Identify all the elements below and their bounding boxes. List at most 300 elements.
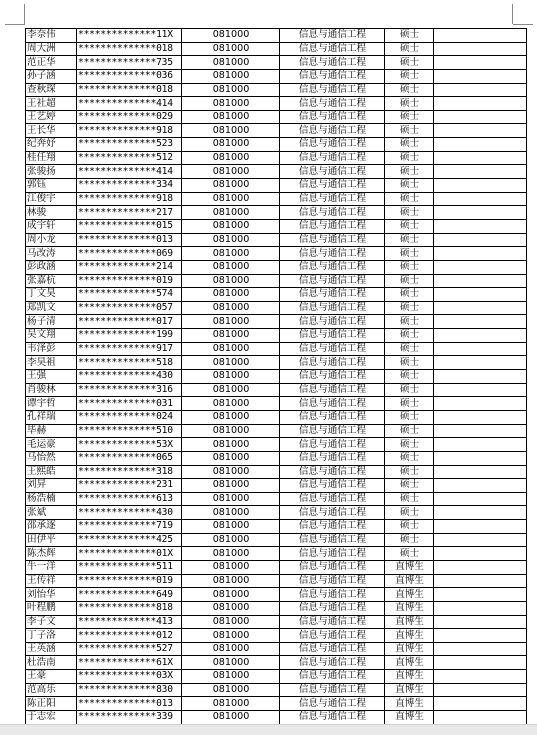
remarks-cell: [434, 506, 527, 520]
degree-type-cell: 直博生: [385, 711, 434, 725]
student-name-cell: 范高乐: [26, 683, 77, 697]
remarks-cell: [434, 383, 527, 397]
table-row: [26, 288, 527, 302]
major-code-cell: 081000: [182, 574, 280, 588]
degree-type-cell: 硕士: [385, 69, 434, 83]
table-row: [26, 711, 527, 725]
degree-type-cell: 硕士: [385, 97, 434, 111]
major-name-cell: 信息与通信工程: [280, 356, 385, 370]
table-row: [26, 179, 527, 193]
id-number-cell: **************918: [77, 192, 182, 206]
student-name-cell: 刘昇: [26, 479, 77, 493]
degree-type-cell: 硕士: [385, 479, 434, 493]
major-code-cell: 081000: [182, 97, 280, 111]
student-name-cell: 林骏: [26, 206, 77, 220]
major-name-cell: 信息与通信工程: [280, 520, 385, 534]
id-number-cell: **************013: [77, 697, 182, 711]
remarks-cell: [434, 56, 527, 70]
table-row: [26, 247, 527, 261]
major-name-cell: 信息与通信工程: [280, 438, 385, 452]
student-name-cell: 周大洲: [26, 42, 77, 56]
major-code-cell: 081000: [182, 588, 280, 602]
id-number-cell: **************523: [77, 138, 182, 152]
id-number-cell: **************613: [77, 492, 182, 506]
major-name-cell: 信息与通信工程: [280, 424, 385, 438]
id-number-cell: **************012: [77, 629, 182, 643]
degree-type-cell: 硕士: [385, 83, 434, 97]
degree-type-cell: 直博生: [385, 601, 434, 615]
id-number-cell: **************036: [77, 69, 182, 83]
remarks-cell: [434, 151, 527, 165]
id-number-cell: **************512: [77, 151, 182, 165]
major-name-cell: 信息与通信工程: [280, 301, 385, 315]
student-name-cell: 周小龙: [26, 233, 77, 247]
id-number-cell: **************735: [77, 56, 182, 70]
student-name-cell: 韦泽彭: [26, 342, 77, 356]
degree-type-cell: 硕士: [385, 370, 434, 384]
major-code-cell: 081000: [182, 642, 280, 656]
remarks-cell: [434, 124, 527, 138]
id-number-cell: **************316: [77, 383, 182, 397]
student-name-cell: 杨浩楠: [26, 492, 77, 506]
degree-type-cell: 硕士: [385, 451, 434, 465]
table-row: [26, 588, 527, 602]
student-name-cell: 陈正阳: [26, 697, 77, 711]
remarks-cell: [434, 642, 527, 656]
major-name-cell: 信息与通信工程: [280, 547, 385, 561]
major-code-cell: 081000: [182, 547, 280, 561]
major-code-cell: 081000: [182, 656, 280, 670]
degree-type-cell: 硕士: [385, 397, 434, 411]
table-row: [26, 29, 527, 43]
degree-type-cell: 硕士: [385, 42, 434, 56]
remarks-cell: [434, 397, 527, 411]
student-name-cell: 范正华: [26, 56, 77, 70]
major-name-cell: 信息与通信工程: [280, 492, 385, 506]
major-name-cell: 信息与通信工程: [280, 506, 385, 520]
remarks-cell: [434, 574, 527, 588]
degree-type-cell: 硕士: [385, 219, 434, 233]
major-code-cell: 081000: [182, 165, 280, 179]
major-code-cell: 081000: [182, 479, 280, 493]
remarks-cell: [434, 69, 527, 83]
id-number-cell: **************649: [77, 588, 182, 602]
id-number-cell: **************199: [77, 329, 182, 343]
major-code-cell: 081000: [182, 397, 280, 411]
major-name-cell: 信息与通信工程: [280, 656, 385, 670]
remarks-cell: [434, 560, 527, 574]
student-name-cell: 郭钰: [26, 179, 77, 193]
major-name-cell: 信息与通信工程: [280, 383, 385, 397]
student-name-cell: 肖骏林: [26, 383, 77, 397]
student-name-cell: 邵承逐: [26, 520, 77, 534]
table-row: [26, 315, 527, 329]
table-row: [26, 356, 527, 370]
major-code-cell: 081000: [182, 233, 280, 247]
student-name-cell: 吴文翔: [26, 329, 77, 343]
major-name-cell: 信息与通信工程: [280, 574, 385, 588]
table-row: [26, 424, 527, 438]
table-row: [26, 670, 527, 684]
id-number-cell: **************024: [77, 410, 182, 424]
degree-type-cell: 直博生: [385, 683, 434, 697]
student-name-cell: 杜浩南: [26, 656, 77, 670]
id-number-cell: **************425: [77, 533, 182, 547]
remarks-cell: [434, 629, 527, 643]
degree-type-cell: 硕士: [385, 315, 434, 329]
degree-type-cell: 硕士: [385, 465, 434, 479]
remarks-cell: [434, 138, 527, 152]
remarks-cell: [434, 29, 527, 43]
id-number-cell: **************019: [77, 574, 182, 588]
student-name-cell: 彭政涵: [26, 260, 77, 274]
remarks-cell: [434, 233, 527, 247]
table-row: [26, 151, 527, 165]
student-name-cell: 王豪: [26, 670, 77, 684]
major-name-cell: 信息与通信工程: [280, 165, 385, 179]
major-code-cell: 081000: [182, 219, 280, 233]
id-number-cell: **************413: [77, 615, 182, 629]
remarks-cell: [434, 206, 527, 220]
remarks-cell: [434, 465, 527, 479]
major-name-cell: 信息与通信工程: [280, 69, 385, 83]
student-name-cell: 郑凯文: [26, 301, 77, 315]
degree-type-cell: 硕士: [385, 165, 434, 179]
degree-type-cell: 硕士: [385, 438, 434, 452]
table-row: [26, 492, 527, 506]
table-row: [26, 97, 527, 111]
table-row: [26, 397, 527, 411]
table-row: [26, 520, 527, 534]
major-code-cell: 081000: [182, 424, 280, 438]
degree-type-cell: 硕士: [385, 288, 434, 302]
major-name-cell: 信息与通信工程: [280, 588, 385, 602]
major-code-cell: 081000: [182, 356, 280, 370]
table-row: [26, 451, 527, 465]
remarks-cell: [434, 301, 527, 315]
remarks-cell: [434, 697, 527, 711]
table-row: [26, 656, 527, 670]
id-number-cell: **************719: [77, 520, 182, 534]
remarks-cell: [434, 329, 527, 343]
remarks-cell: [434, 533, 527, 547]
student-name-cell: 王社超: [26, 97, 77, 111]
major-code-cell: 081000: [182, 711, 280, 725]
id-number-cell: **************510: [77, 424, 182, 438]
table-row: [26, 506, 527, 520]
major-name-cell: 信息与通信工程: [280, 274, 385, 288]
major-name-cell: 信息与通信工程: [280, 670, 385, 684]
degree-type-cell: 直博生: [385, 629, 434, 643]
remarks-cell: [434, 247, 527, 261]
major-name-cell: 信息与通信工程: [280, 138, 385, 152]
table-row: [26, 383, 527, 397]
table-row: [26, 533, 527, 547]
major-name-cell: 信息与通信工程: [280, 192, 385, 206]
student-name-cell: 马改涛: [26, 247, 77, 261]
table-row: [26, 206, 527, 220]
major-name-cell: 信息与通信工程: [280, 206, 385, 220]
remarks-cell: [434, 42, 527, 56]
major-name-cell: 信息与通信工程: [280, 642, 385, 656]
page-bottom-edge: [0, 724, 537, 735]
student-name-cell: 查秋琛: [26, 83, 77, 97]
student-name-cell: 马怡然: [26, 451, 77, 465]
degree-type-cell: 硕士: [385, 274, 434, 288]
degree-type-cell: 硕士: [385, 547, 434, 561]
student-name-cell: 毕赫: [26, 424, 77, 438]
degree-type-cell: 直博生: [385, 670, 434, 684]
id-number-cell: **************511: [77, 560, 182, 574]
remarks-cell: [434, 492, 527, 506]
remarks-cell: [434, 260, 527, 274]
id-number-cell: **************61X: [77, 656, 182, 670]
degree-type-cell: 硕士: [385, 506, 434, 520]
major-name-cell: 信息与通信工程: [280, 219, 385, 233]
degree-type-cell: 硕士: [385, 520, 434, 534]
major-code-cell: 081000: [182, 260, 280, 274]
student-name-cell: 丁文昊: [26, 288, 77, 302]
major-name-cell: 信息与通信工程: [280, 451, 385, 465]
remarks-cell: [434, 83, 527, 97]
major-code-cell: 081000: [182, 206, 280, 220]
major-code-cell: 081000: [182, 410, 280, 424]
degree-type-cell: 硕士: [385, 124, 434, 138]
table-row: [26, 69, 527, 83]
degree-type-cell: 硕士: [385, 138, 434, 152]
table-row: [26, 479, 527, 493]
remarks-cell: [434, 219, 527, 233]
remarks-cell: [434, 547, 527, 561]
student-name-cell: 孙子涵: [26, 69, 77, 83]
major-code-cell: 081000: [182, 601, 280, 615]
table-row: [26, 301, 527, 315]
student-name-cell: 王英涵: [26, 642, 77, 656]
major-code-cell: 081000: [182, 274, 280, 288]
degree-type-cell: 硕士: [385, 233, 434, 247]
table-row: [26, 615, 527, 629]
id-number-cell: **************818: [77, 601, 182, 615]
table-row: [26, 465, 527, 479]
major-code-cell: 081000: [182, 42, 280, 56]
major-name-cell: 信息与通信工程: [280, 683, 385, 697]
table-row: [26, 165, 527, 179]
remarks-cell: [434, 683, 527, 697]
major-code-cell: 081000: [182, 124, 280, 138]
remarks-cell: [434, 479, 527, 493]
table-row: [26, 329, 527, 343]
table-row: [26, 683, 527, 697]
major-name-cell: 信息与通信工程: [280, 315, 385, 329]
major-name-cell: 信息与通信工程: [280, 124, 385, 138]
major-name-cell: 信息与通信工程: [280, 83, 385, 97]
major-name-cell: 信息与通信工程: [280, 42, 385, 56]
table-row: [26, 138, 527, 152]
major-code-cell: 081000: [182, 315, 280, 329]
table-row: [26, 601, 527, 615]
id-number-cell: **************830: [77, 683, 182, 697]
degree-type-cell: 硕士: [385, 329, 434, 343]
major-code-cell: 081000: [182, 506, 280, 520]
table-row: [26, 642, 527, 656]
table-row: [26, 56, 527, 70]
id-number-cell: **************018: [77, 83, 182, 97]
major-name-cell: 信息与通信工程: [280, 342, 385, 356]
major-code-cell: 081000: [182, 683, 280, 697]
id-number-cell: **************069: [77, 247, 182, 261]
id-number-cell: **************019: [77, 274, 182, 288]
degree-type-cell: 硕士: [385, 260, 434, 274]
degree-type-cell: 硕士: [385, 247, 434, 261]
major-name-cell: 信息与通信工程: [280, 260, 385, 274]
major-name-cell: 信息与通信工程: [280, 479, 385, 493]
table-row: [26, 124, 527, 138]
crop-mark-top-right-v: [512, 4, 513, 24]
id-number-cell: **************017: [77, 315, 182, 329]
student-name-cell: 李子文: [26, 615, 77, 629]
remarks-cell: [434, 588, 527, 602]
degree-type-cell: 硕士: [385, 151, 434, 165]
student-name-cell: 李昊祖: [26, 356, 77, 370]
table-row: [26, 547, 527, 561]
id-number-cell: **************11X: [77, 29, 182, 43]
student-name-cell: 杨子清: [26, 315, 77, 329]
remarks-cell: [434, 601, 527, 615]
table-row: [26, 110, 527, 124]
remarks-cell: [434, 520, 527, 534]
student-name-cell: 谭宇哲: [26, 397, 77, 411]
major-code-cell: 081000: [182, 615, 280, 629]
degree-type-cell: 直博生: [385, 560, 434, 574]
remarks-cell: [434, 356, 527, 370]
major-code-cell: 081000: [182, 56, 280, 70]
remarks-cell: [434, 438, 527, 452]
id-number-cell: **************231: [77, 479, 182, 493]
student-list-table: [25, 28, 527, 725]
degree-type-cell: 硕士: [385, 110, 434, 124]
major-code-cell: 081000: [182, 533, 280, 547]
major-name-cell: 信息与通信工程: [280, 615, 385, 629]
student-name-cell: 王熙皓: [26, 465, 77, 479]
major-name-cell: 信息与通信工程: [280, 560, 385, 574]
remarks-cell: [434, 615, 527, 629]
major-code-cell: 081000: [182, 520, 280, 534]
remarks-cell: [434, 711, 527, 725]
remarks-cell: [434, 656, 527, 670]
id-number-cell: **************574: [77, 288, 182, 302]
major-name-cell: 信息与通信工程: [280, 233, 385, 247]
student-name-cell: 张嘉杭: [26, 274, 77, 288]
student-name-cell: 叶程鹏: [26, 601, 77, 615]
student-name-cell: 李奈伟: [26, 29, 77, 43]
degree-type-cell: 硕士: [385, 492, 434, 506]
id-number-cell: **************018: [77, 42, 182, 56]
id-number-cell: **************334: [77, 179, 182, 193]
degree-type-cell: 直博生: [385, 588, 434, 602]
id-number-cell: **************414: [77, 165, 182, 179]
major-code-cell: 081000: [182, 29, 280, 43]
id-number-cell: **************339: [77, 711, 182, 725]
id-number-cell: **************430: [77, 506, 182, 520]
major-name-cell: 信息与通信工程: [280, 397, 385, 411]
id-number-cell: **************430: [77, 370, 182, 384]
major-name-cell: 信息与通信工程: [280, 629, 385, 643]
student-name-cell: 纪奔妤: [26, 138, 77, 152]
major-name-cell: 信息与通信工程: [280, 711, 385, 725]
table-row: [26, 410, 527, 424]
remarks-cell: [434, 97, 527, 111]
major-name-cell: 信息与通信工程: [280, 410, 385, 424]
table-row: [26, 574, 527, 588]
degree-type-cell: 直博生: [385, 697, 434, 711]
table-row: [26, 219, 527, 233]
crop-mark-top-left-v: [24, 4, 25, 24]
table-row: [26, 370, 527, 384]
major-code-cell: 081000: [182, 451, 280, 465]
remarks-cell: [434, 110, 527, 124]
student-name-cell: 江俊宇: [26, 192, 77, 206]
table-row: [26, 233, 527, 247]
remarks-cell: [434, 274, 527, 288]
major-code-cell: 081000: [182, 492, 280, 506]
remarks-cell: [434, 451, 527, 465]
id-number-cell: **************015: [77, 219, 182, 233]
major-name-cell: 信息与通信工程: [280, 97, 385, 111]
remarks-cell: [434, 315, 527, 329]
major-name-cell: 信息与通信工程: [280, 288, 385, 302]
degree-type-cell: 硕士: [385, 356, 434, 370]
student-name-cell: 毛运豪: [26, 438, 77, 452]
major-name-cell: 信息与通信工程: [280, 151, 385, 165]
major-code-cell: 081000: [182, 288, 280, 302]
major-code-cell: 081000: [182, 83, 280, 97]
major-code-cell: 081000: [182, 465, 280, 479]
student-name-cell: 王传祥: [26, 574, 77, 588]
major-code-cell: 081000: [182, 192, 280, 206]
degree-type-cell: 硕士: [385, 29, 434, 43]
degree-type-cell: 硕士: [385, 301, 434, 315]
major-code-cell: 081000: [182, 247, 280, 261]
major-code-cell: 081000: [182, 110, 280, 124]
remarks-cell: [434, 410, 527, 424]
major-name-cell: 信息与通信工程: [280, 697, 385, 711]
major-name-cell: 信息与通信工程: [280, 56, 385, 70]
id-number-cell: **************414: [77, 97, 182, 111]
major-name-cell: 信息与通信工程: [280, 533, 385, 547]
student-name-cell: 王强: [26, 370, 77, 384]
student-name-cell: 张斌: [26, 506, 77, 520]
degree-type-cell: 直博生: [385, 574, 434, 588]
degree-type-cell: 硕士: [385, 424, 434, 438]
remarks-cell: [434, 424, 527, 438]
student-name-cell: 于志宏: [26, 711, 77, 725]
table-row: [26, 560, 527, 574]
degree-type-cell: 硕士: [385, 533, 434, 547]
degree-type-cell: 硕士: [385, 383, 434, 397]
degree-type-cell: 硕士: [385, 56, 434, 70]
student-name-cell: 田伊平: [26, 533, 77, 547]
table-row: [26, 192, 527, 206]
major-code-cell: 081000: [182, 69, 280, 83]
degree-type-cell: 直博生: [385, 656, 434, 670]
major-code-cell: 081000: [182, 438, 280, 452]
student-name-cell: 牛一洋: [26, 560, 77, 574]
major-name-cell: 信息与通信工程: [280, 465, 385, 479]
major-code-cell: 081000: [182, 138, 280, 152]
major-name-cell: 信息与通信工程: [280, 247, 385, 261]
major-name-cell: 信息与通信工程: [280, 110, 385, 124]
major-name-cell: 信息与通信工程: [280, 601, 385, 615]
